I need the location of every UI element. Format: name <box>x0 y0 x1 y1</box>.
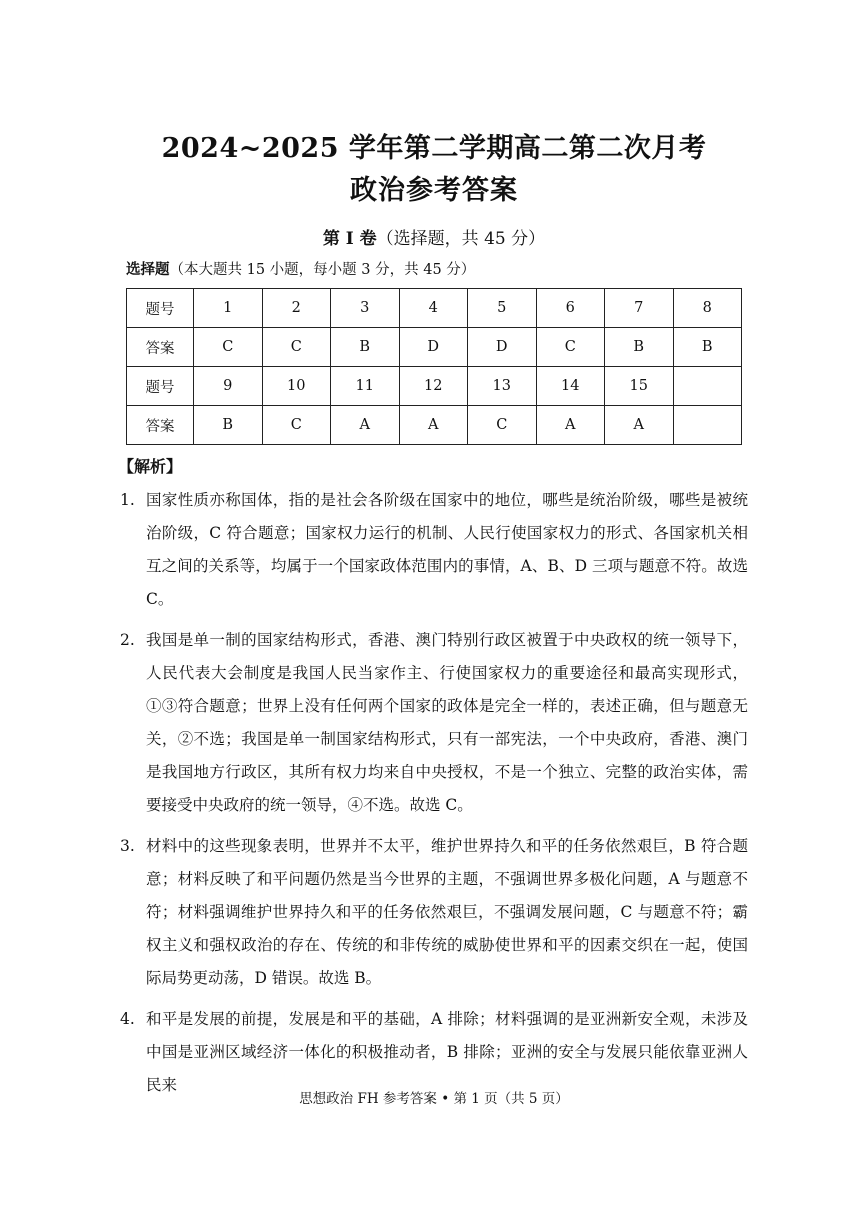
table-cell: 3 <box>331 289 400 328</box>
table-cell: 5 <box>468 289 537 328</box>
item-text: 国家性质亦称国体，指的是社会各阶级在国家中的地位，哪些是统治阶级，哪些是被统治阶级，C 符合题意；国家权力运行的机制、人民行使国家权力的形式、各国家机关相互之间的关系等，均属于一个国家政体范围内的事情，A、B、D 三项与题意不符。故选 C。 <box>146 491 748 608</box>
item-text: 材料中的这些现象表明，世界并不太平，维护世界持久和平的任务依然艰巨，B 符合题意；材料反映了和平问题仍然是当今世界的主题，不强调世界多极化问题，A 与题意不符；材料强调维护世界持久和平的任务依然艰巨，不强调发展问题，C 与题意不符；霸权主义和强权政治的存在、传统的和非传统的威胁使世界和平的因素交织在一起，使国际局势更动荡，D 错误。故选 B。 <box>146 837 748 987</box>
section-label: 选择题 <box>126 261 170 278</box>
analysis-item <box>120 830 748 995</box>
table-cell <box>673 367 742 406</box>
table-cell: C <box>536 328 605 367</box>
table-cell: D <box>468 328 537 367</box>
title-line-1: 2024~2025 学年第二学期高二第二次月考 <box>161 133 707 164</box>
table-row <box>127 289 742 328</box>
table-cell: C <box>262 406 331 445</box>
table-cell: B <box>673 328 742 367</box>
item-number: 4. <box>120 1010 135 1028</box>
analysis-heading: 【解析】 <box>118 457 183 476</box>
table-cell: A <box>605 406 674 445</box>
table-cell: A <box>399 406 468 445</box>
item-text: 我国是单一制的国家结构形式，香港、澳门特别行政区被置于中央政权的统一领导下，人民代表大会制度是我国人民当家作主、行使国家权力的重要途径和最高实现形式，①③符合题意；世界上没有任何两个国家的政体是完全一样的，表述正确，但与题意无关，②不选；我国是单一制国家结构形式，只有一部宪法，一个中央政府，香港、澳门是我国地方行政区，其所有权力均来自中央授权，不是一个独立、完整的政治实体，需要接受中央政府的统一领导，④不选。故选 C。 <box>146 631 748 814</box>
table-row <box>127 406 742 445</box>
table-cell: C <box>262 328 331 367</box>
analysis-item <box>120 624 748 822</box>
analysis-item <box>120 484 748 616</box>
table-cell: 题号 <box>127 367 194 406</box>
table-cell: 8 <box>673 289 742 328</box>
page-footer: 思想政治 FH 参考答案 • 第 1 页（共 5 页） <box>299 1091 569 1107</box>
part-label: 第 I 卷 <box>322 229 377 249</box>
table-cell: 7 <box>605 289 674 328</box>
table-cell: C <box>194 328 263 367</box>
table-cell: D <box>399 328 468 367</box>
item-number: 1. <box>120 491 135 509</box>
table-cell: A <box>536 406 605 445</box>
table-cell: A <box>331 406 400 445</box>
title-line-2: 政治参考答案 <box>350 175 518 206</box>
table-row <box>127 328 742 367</box>
table-cell: 13 <box>468 367 537 406</box>
part-title <box>0 224 868 249</box>
table-cell: 答案 <box>127 406 194 445</box>
table-cell: B <box>331 328 400 367</box>
table-cell: 15 <box>605 367 674 406</box>
table-cell: 6 <box>536 289 605 328</box>
table-cell <box>673 406 742 445</box>
item-number: 2. <box>120 631 135 649</box>
table-cell: 11 <box>331 367 400 406</box>
answer-table <box>126 288 742 445</box>
table-cell: 1 <box>194 289 263 328</box>
item-number: 3. <box>120 837 135 855</box>
table-cell: 4 <box>399 289 468 328</box>
table-cell: 14 <box>536 367 605 406</box>
analysis-list <box>120 484 748 1110</box>
table-cell: B <box>194 406 263 445</box>
table-cell: 10 <box>262 367 331 406</box>
item-text: 和平是发展的前提，发展是和平的基础，A 排除；材料强调的是亚洲新安全观，未涉及中国是亚洲区域经济一体化的积极推动者，B 排除；亚洲的安全与发展只能依靠亚洲人民来 <box>146 1010 748 1094</box>
section-desc: （本大题共 15 小题，每小题 3 分，共 45 分） <box>169 262 476 278</box>
part-rest: （选择题，共 45 分） <box>376 229 546 249</box>
section-line <box>126 258 475 279</box>
table-cell: B <box>605 328 674 367</box>
table-cell: 题号 <box>127 289 194 328</box>
table-row <box>127 367 742 406</box>
table-cell: 9 <box>194 367 263 406</box>
table-cell: 答案 <box>127 328 194 367</box>
table-cell: 12 <box>399 367 468 406</box>
table-cell: 2 <box>262 289 331 328</box>
table-cell: C <box>468 406 537 445</box>
